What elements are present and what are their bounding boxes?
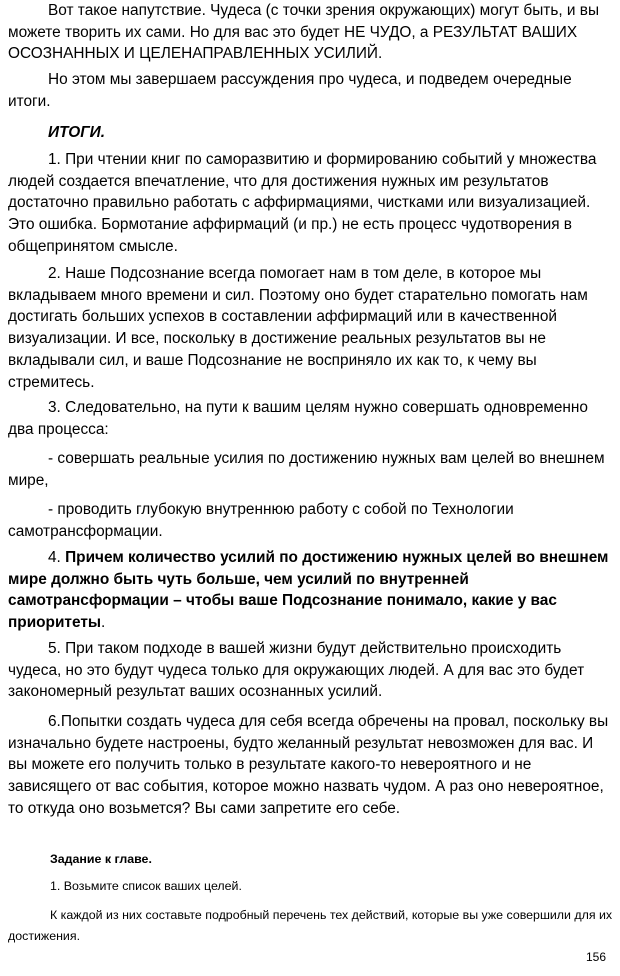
- page-number: 156: [585, 950, 606, 964]
- task-title: Задание к главе.: [50, 852, 152, 866]
- item-4-end: .: [101, 614, 106, 632]
- dash-item-1: - совершать реальные усилия по достижению нужных вам целей во внешнем мире,: [8, 450, 605, 489]
- paragraph-intro: Вот такое напутствие. Чудеса (с точки зрения окружающих) могут быть, и вы можете творить их сами. Но для вас это будет НЕ ЧУДО, а РЕЗУЛЬТАТ ВАШИХ ОСОЗНАННЫХ И ЦЕЛЕНАПРАВЛЕННЫХ УСИЛИЙ.: [8, 2, 600, 63]
- summary-item-6: 6.Попытки создать чудеса для себя всегда обречены на провал, поскольку вы изначально будете настроены, будто желанный результат невозможен для вас. И вы можете его получить только в результате какого-то невероятного и не зависящего от вас события, которое можно назвать чудом. А раз оно невероятное, то откуда оно возьмется? Вы сами запретите его себе.: [8, 713, 609, 817]
- task-step-2: К каждой из них составьте подробный перечень тех действий, которые вы уже совершили для их достижения.: [8, 908, 613, 943]
- summary-item-2: 2. Наше Подсознание всегда помогает нам в том деле, в которое мы вкладываем много времени и сил. Поэтому оно будет старательно помогать нам достигать больших успехов в составлении аффирмаций или в качественной визуализации. И все, поскольку в достижение реальных результатов вы не вкладывали сил, и ваше Подсознание не восприняло их как то, к чему вы стремитесь.: [8, 265, 588, 391]
- summary-item-3: 3. Следовательно, на пути к вашим целям нужно совершать одновременно два процесса:: [8, 399, 588, 438]
- summary-item-1: 1. При чтении книг по саморазвитию и формированию событий у множества людей создается впечатление, что для достижения нужных им результатов достаточно правильно работать с аффирмациями, чистками или визуализацией. Это ошибка. Бормотание аффирмаций (и пр.) не есть процесс чудотворения в общепринятом смысле.: [8, 151, 597, 255]
- item-4-bold-text: Причем количество усилий по достижению нужных целей во внешнем мире должно быть чуть больше, чем усилий по внутренней самотрансформации – чтобы ваше Подсознание понимало, какие у вас приоритеты: [8, 549, 609, 632]
- dash-item-2: - проводить глубокую внутреннюю работу с собой по Технологии самотрансформации.: [8, 501, 514, 540]
- task-step-1: 1. Возьмите список ваших целей.: [50, 879, 242, 893]
- item-4-number: 4.: [48, 549, 66, 566]
- summary-item-4: [8, 547, 614, 634]
- summary-item-5: 5. При таком подходе в вашей жизни будут действительно происходить чудеса, но это будут чудеса только для окружающих людей. А для вас это будет закономерный результат ваших осознанных усилий.: [8, 640, 585, 701]
- paragraph-conclusion-lead: Но этом мы завершаем рассуждения про чудеса, и подведем очередные итоги.: [8, 71, 572, 110]
- heading-summary: ИТОГИ.: [48, 124, 106, 141]
